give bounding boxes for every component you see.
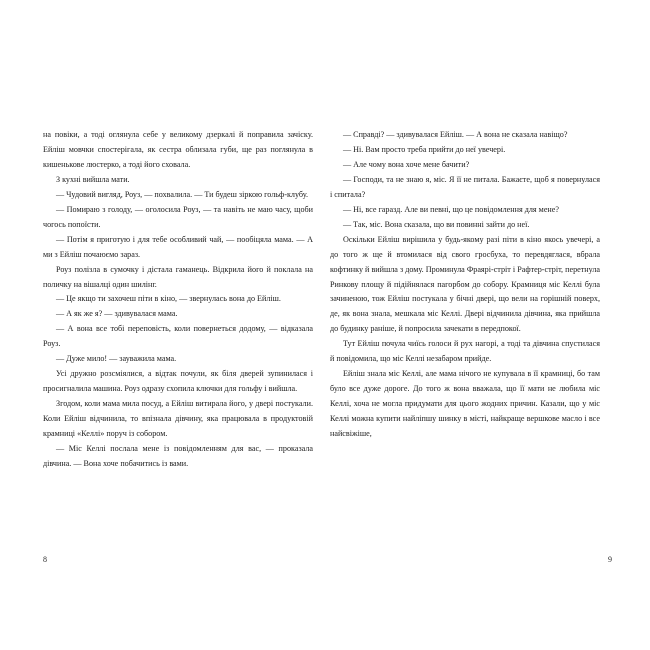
paragraph: Згодом, коли мама мила посуд, а Ейліш витирала його, у двері постукали. Коли Ейліш відчинила, то впізнала дівчину, яка працювала в продуктовій крамниці «Келлі» поруч із собором. [43,399,313,439]
page-right [325,0,650,650]
page-number-right: 9 [608,555,612,564]
paragraph: Тут Ейліш почула чиїсь голоси й рух нагорі, а тоді та дівчина спустилася й повідомила, що міс Келлі незабаром прийде. [330,339,600,364]
paragraph: — Міс Келлі послала мене із повідомленням для вас, — проказала дівчина. — Вона хоче побачитись із вами. [43,444,313,468]
paragraph: — Господи, та не знаю я, міс. Я її не питала. Бажаєте, щоб я повернулася і спитала? [330,174,600,199]
paragraph: — Потім я приготую і для тебе особливий чай, — пообіцяла мама. — А ми з Ейліш почаюємо зараз. [43,234,313,259]
left-page-textblock [43,128,313,472]
paragraph: — Дуже мило! — зауважила мама. [56,354,177,364]
paragraph: на повіки, а тоді оглянула себе у великому дзеркалі й поправила зачіску. Ейліш мовчки спостерігала, як сестра облизала губи, ще раз поглянула в кишенькове люстерко, а тоді його сховала. [43,130,313,169]
paragraph: — Ні. Вам просто треба прийти до неї увечері. [343,144,506,154]
right-page-textblock [330,128,600,442]
paragraph: — Помираю з голоду, — оголосила Роуз, — та навіть не маю часу, щоби чогось попоїсти. [43,204,313,229]
paragraph: — А як же я? — здивувалася мама. [56,309,178,319]
paragraph: — Так, міс. Вона сказала, що ви повинні зайти до неї. [343,219,530,229]
paragraph: — Але чому вона хоче мене бачити? [343,159,470,169]
paragraph: — Справді? — здивувалася Ейліш. — А вона не сказала навіщо? [343,130,568,139]
paragraph: — А вона все тобі переповість, коли повернеться додому, — відказала Роуз. [43,324,313,349]
page-number-left: 8 [43,555,47,564]
paragraph: Роуз полізла в сумочку і дістала гаманець. Відкрила його й поклала на поличку на вішалці один шилінг. [43,264,313,289]
paragraph: Ейліш знала міс Келлі, але мама нічого не купувала в її крамниці, бо там було все дуже дороге. До того ж вона вважала, що її мати не любила міс Келлі, хоча не могла придумати для цього жодних причин. Казали, що у міс Келлі можна купити найліпшу шинку в місті, найкраще вершкове масло і все найсвіжіше, [330,369,600,439]
paragraph: Оскільки Ейліш вирішила у будь-якому разі піти в кіно якось увечері, а до того ж ще й втомилася від свого гросбуха, то перевдяглася, вбрала кофтинку й вийшла з дому. Проминула Фраярі-стріт і Рафтер-стріт, перетнула Ринкову площу й підійнялася пагорбом до собору. Крамниця міс Келлі була зачиненою, тож Ейліш постукала у бічні двері, що вели на горішній поверх, де, як вона знала, мешкала міс Келлі. Двері відчинила дівчина, яка прийшла до будинку раніше, й попросила зачекати в передпокої. [330,234,600,334]
paragraph: — Чудовий вигляд, Роуз, — похвалила. — Ти будеш зіркою гольф-клубу. [56,189,309,199]
paragraph: З кухні вийшла мати. [56,174,130,184]
paragraph: — Це якщо ти захочеш піти в кіно, — звернулась вона до Ейліш. [56,294,281,304]
paragraph: Усі дружно розсміялися, а відтак почули, як біля дверей зупинилася і просигналила машина. Роуз одразу схопила ключки для гольфу і вийшла. [43,369,313,394]
paragraph: — Ні, все гаразд. Але ви певні, що це повідомлення для мене? [343,204,559,214]
